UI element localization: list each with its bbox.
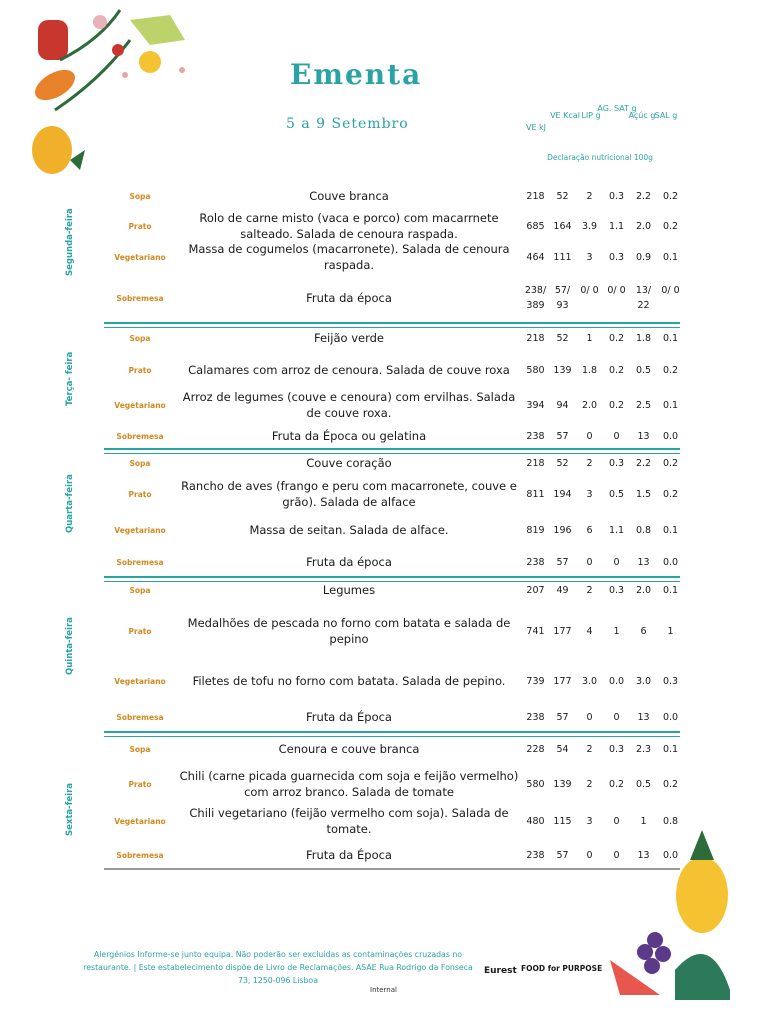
category-label: Sopa bbox=[129, 191, 151, 201]
dish-name: Legumes bbox=[322, 583, 376, 597]
nutrition-values bbox=[522, 487, 684, 502]
nutrition-value: 115 bbox=[553, 815, 572, 827]
nutrition-value: 0 bbox=[586, 556, 593, 568]
nutrition-value: 3 bbox=[586, 251, 593, 263]
nutrition-value: 0 bbox=[613, 849, 620, 861]
nutrition-value: 2.0 bbox=[635, 220, 652, 232]
nutrition-value: 0/ 0 bbox=[661, 285, 680, 296]
nutrition-value: 3 bbox=[586, 815, 593, 827]
nutrition-value: 0.9 bbox=[635, 251, 652, 263]
nutrition-value: 0.3 bbox=[608, 190, 625, 202]
nutrition-value: 0.1 bbox=[662, 251, 679, 263]
nutrition-value: 819 bbox=[526, 524, 545, 536]
nutrition-value: 3 bbox=[586, 488, 593, 500]
header-ag-sat: AG. SAT g bbox=[597, 104, 637, 113]
nutrition-value: 0.8 bbox=[635, 524, 652, 536]
nutrition-value: 0.2 bbox=[662, 364, 679, 376]
nutrition-value: 52 bbox=[556, 190, 569, 202]
nutrition-value: 0 bbox=[586, 849, 593, 861]
vegetables-illustration bbox=[0, 0, 200, 190]
page-title: Ementa bbox=[290, 58, 423, 91]
nutrition-value: 13 bbox=[637, 430, 650, 442]
nutrition-value: 0.3 bbox=[608, 457, 625, 469]
dish-name: Rolo de carne misto (vaca e porco) com macarrnete salteado. Salada de cenoura raspada. bbox=[199, 211, 499, 241]
menu-row bbox=[104, 806, 684, 836]
dish-name: Chili (carne picada guarnecida com soja e feijão vermelho) com arroz branco. Salada de tomate bbox=[179, 769, 519, 799]
nutrition-value: 0.3 bbox=[662, 675, 679, 687]
nutrition-value: 2 bbox=[586, 778, 593, 790]
nutrition-values bbox=[522, 624, 684, 639]
nutrition-value: 2.3 bbox=[635, 743, 652, 755]
nutrition-values bbox=[522, 219, 684, 234]
nutrition-value: 2.2 bbox=[635, 457, 652, 469]
day-separator bbox=[104, 731, 680, 737]
nutrition-value: 0.3 bbox=[608, 251, 625, 263]
nutrition-values bbox=[522, 429, 684, 444]
day-separator bbox=[104, 322, 680, 328]
dish-name: Feijão verde bbox=[314, 331, 384, 345]
menu-row bbox=[104, 184, 684, 208]
nutrition-value: 2 bbox=[586, 457, 593, 469]
category-label: Sopa bbox=[129, 333, 151, 343]
nutrition-value: 57 bbox=[556, 849, 569, 861]
menu-row bbox=[104, 211, 684, 241]
day-name: Terça- feira bbox=[65, 351, 75, 406]
nutrition-value: 57 bbox=[556, 711, 569, 723]
nutrition-value: 2 bbox=[586, 743, 593, 755]
nutrition-value: 0.1 bbox=[662, 332, 679, 344]
nutrition-value: 0.0 bbox=[662, 430, 679, 442]
nutrition-value: 1 bbox=[640, 815, 647, 827]
category-label: Sobremesa bbox=[116, 850, 164, 860]
nutrition-values bbox=[522, 189, 684, 204]
nutrition-value: 741 bbox=[526, 625, 545, 637]
nutrition-value: 238 bbox=[526, 556, 545, 568]
dish-name: Fruta da Época bbox=[306, 848, 392, 862]
nutrition-value: 739 bbox=[526, 675, 545, 687]
nutrition-value: 464 bbox=[526, 251, 545, 263]
header-lip: LIP g bbox=[581, 111, 601, 120]
nutrition-value: 0.3 bbox=[608, 584, 625, 596]
day-label bbox=[54, 782, 86, 836]
table-bottom-line bbox=[104, 868, 680, 870]
nutrition-value: 2.0 bbox=[581, 399, 598, 411]
dish-name: Cenoura e couve branca bbox=[278, 742, 420, 756]
nutrition-value: 0.8 bbox=[662, 815, 679, 827]
nutrition-value: 0.1 bbox=[662, 743, 679, 755]
nutrition-value: 1.5 bbox=[635, 488, 652, 500]
category-label: Vegetariano bbox=[114, 252, 166, 262]
menu-row bbox=[104, 390, 684, 420]
menu-row bbox=[104, 358, 684, 382]
nutrition-values bbox=[522, 283, 684, 313]
nutrition-value: 0.0 bbox=[662, 711, 679, 723]
dish-name: Couve coração bbox=[306, 456, 392, 470]
nutrition-value: 0 bbox=[613, 556, 620, 568]
nutrition-value: 1 bbox=[667, 625, 674, 637]
nutrition-value: 6 bbox=[640, 625, 647, 637]
menu-row bbox=[104, 326, 684, 350]
nutrition-value: 139 bbox=[553, 778, 572, 790]
nutrition-value: 0.0 bbox=[608, 675, 625, 687]
nutrition-value: 580 bbox=[526, 778, 545, 790]
header-acuc: Açúc g bbox=[628, 111, 656, 120]
nutrition-value: 0 bbox=[586, 430, 593, 442]
dish-name: Arroz de legumes (couve e cenoura) com ervilhas. Salada de couve roxa. bbox=[182, 390, 516, 420]
nutrition-value: 218 bbox=[526, 332, 545, 344]
nutrition-value: 0 bbox=[613, 815, 620, 827]
dish-name: Fruta da Época bbox=[306, 710, 392, 724]
nutrition-value: 0.2 bbox=[662, 457, 679, 469]
category-label: Prato bbox=[128, 626, 152, 636]
dish-name: Calamares com arroz de cenoura. Salada de couve roxa bbox=[188, 363, 510, 377]
nutrition-value: 0.0 bbox=[662, 556, 679, 568]
nutrition-value: 218 bbox=[526, 190, 545, 202]
nutrition-value: 0.2 bbox=[608, 399, 625, 411]
nutrition-value: 3.9 bbox=[581, 220, 598, 232]
nutrition-value: 164 bbox=[553, 220, 572, 232]
nutrition-value: 57 bbox=[556, 430, 569, 442]
day-name: Quinta-feira bbox=[65, 617, 75, 675]
nutrition-value: 2.5 bbox=[635, 399, 652, 411]
menu-row bbox=[104, 518, 684, 542]
nutrition-value: 177 bbox=[553, 675, 572, 687]
category-label: Vegetariano bbox=[114, 676, 166, 686]
eurest-logo: Eurest bbox=[484, 966, 517, 976]
nutrition-value: 177 bbox=[553, 625, 572, 637]
nutrition-value: 0.1 bbox=[662, 584, 679, 596]
menu-row bbox=[104, 479, 684, 509]
nutrition-value: 394 bbox=[526, 399, 545, 411]
nutrition-value: 238 bbox=[526, 849, 545, 861]
nutrition-value: 196 bbox=[553, 524, 572, 536]
nutrition-value: 0.2 bbox=[662, 488, 679, 500]
internal-label: Internal bbox=[370, 986, 397, 994]
dish-name: Massa de seitan. Salada de alface. bbox=[249, 523, 449, 537]
category-label: Vegetariano bbox=[114, 525, 166, 535]
nutrition-value: 13/ 22 bbox=[635, 285, 652, 311]
menu-row bbox=[104, 705, 684, 729]
day-name: Sexta-feira bbox=[65, 782, 75, 836]
dish-name: Fruta da época bbox=[306, 555, 392, 569]
header-ve-kj: VE kJ bbox=[525, 123, 547, 132]
nutrition-value: 2.2 bbox=[635, 190, 652, 202]
category-label: Sobremesa bbox=[116, 712, 164, 722]
nutrition-value: 1.1 bbox=[608, 524, 625, 536]
dish-name: Filetes de tofu no forno com batata. Salada de pepino. bbox=[192, 674, 506, 688]
day-label bbox=[54, 208, 86, 276]
nutrition-value: 480 bbox=[526, 815, 545, 827]
menu-row bbox=[104, 550, 684, 574]
allergen-notice: Alergénios Informe-se junto equipa. Não poderão ser excluídas as contaminações cruzadas no restaurante. | Este estabelecimento dispõe de Livro de Reclamações. ASAE Rua Rodrigo da Fonseca 73, 1250-096 Lisboa bbox=[83, 950, 473, 985]
dish-name: Fruta da Época ou gelatina bbox=[271, 429, 427, 443]
nutrition-value: 4 bbox=[586, 625, 593, 637]
nutrition-value: 0 bbox=[613, 711, 620, 723]
nutrition-values bbox=[522, 674, 684, 689]
food-for-purpose-logo: FOOD for PURPOSE bbox=[521, 964, 603, 973]
nutrition-value: 57/ 93 bbox=[554, 285, 571, 311]
menu-row bbox=[104, 242, 684, 272]
dish-name: Chili vegetariano (feijão vermelho com soja). Salada de tomate. bbox=[189, 806, 509, 836]
nutrition-value: 49 bbox=[556, 584, 569, 596]
dish-name: Medalhões de pescada no forno com batata e salada de pepino bbox=[187, 616, 511, 646]
nutrition-value: 580 bbox=[526, 364, 545, 376]
nutrition-value: 13 bbox=[637, 849, 650, 861]
dish-name: Couve branca bbox=[309, 189, 389, 203]
category-label: Prato bbox=[128, 365, 152, 375]
day-name: Segunda-feira bbox=[65, 208, 75, 276]
day-label bbox=[54, 474, 86, 533]
menu-row bbox=[104, 616, 684, 646]
category-label: Sobremesa bbox=[116, 293, 164, 303]
nutrition-value: 207 bbox=[526, 584, 545, 596]
nutrition-value: 2 bbox=[586, 584, 593, 596]
nutrition-value: 1 bbox=[613, 625, 620, 637]
nutrition-value: 811 bbox=[526, 488, 545, 500]
nutrition-value: 0 bbox=[613, 430, 620, 442]
category-label: Prato bbox=[128, 779, 152, 789]
nutrition-value: 3.0 bbox=[581, 675, 598, 687]
category-label: Vegetariano bbox=[114, 816, 166, 826]
nutrition-values bbox=[522, 814, 684, 829]
nutrition-value: 3.0 bbox=[635, 675, 652, 687]
day-name: Quarta-feira bbox=[65, 474, 75, 533]
nutrition-declaration: Declaração nutricional 100g bbox=[547, 153, 653, 162]
nutrition-value: 218 bbox=[526, 457, 545, 469]
nutrition-value: 0.2 bbox=[608, 332, 625, 344]
nutrition-values bbox=[522, 331, 684, 346]
nutrition-values bbox=[522, 742, 684, 757]
day-label bbox=[54, 617, 86, 675]
menu-row bbox=[104, 769, 684, 799]
nutrition-value: 6 bbox=[586, 524, 593, 536]
menu-row bbox=[104, 669, 684, 693]
nutrition-value: 0/ 0 bbox=[607, 285, 626, 296]
category-label: Sobremesa bbox=[116, 431, 164, 441]
menu-row bbox=[104, 286, 684, 310]
nutrition-values bbox=[522, 250, 684, 265]
header-ve-kcal: VE Kcal bbox=[550, 111, 580, 120]
nutrition-value: 52 bbox=[556, 457, 569, 469]
nutrition-values bbox=[522, 363, 684, 378]
nutrition-value: 238 bbox=[526, 430, 545, 442]
nutrition-values bbox=[522, 456, 684, 471]
menu-row bbox=[104, 424, 684, 448]
nutrition-value: 94 bbox=[556, 399, 569, 411]
nutrition-value: 0.0 bbox=[662, 849, 679, 861]
nutrition-value: 13 bbox=[637, 556, 650, 568]
category-label: Sobremesa bbox=[116, 557, 164, 567]
nutrition-value: 238 bbox=[526, 711, 545, 723]
nutrition-value: 0.5 bbox=[635, 778, 652, 790]
nutrition-values bbox=[522, 583, 684, 598]
category-label: Vegetariano bbox=[114, 400, 166, 410]
nutrition-values bbox=[522, 848, 684, 863]
header-sal: SAL g bbox=[654, 111, 678, 120]
nutrition-values bbox=[522, 523, 684, 538]
nutrition-value: 57 bbox=[556, 556, 569, 568]
nutrition-value: 0/ 0 bbox=[580, 285, 599, 296]
nutrition-value: 0.3 bbox=[608, 743, 625, 755]
nutrition-values bbox=[522, 710, 684, 725]
nutrition-value: 0.2 bbox=[608, 778, 625, 790]
nutrition-value: 0.2 bbox=[662, 778, 679, 790]
nutrition-value: 2.0 bbox=[635, 584, 652, 596]
nutrition-value: 1.1 bbox=[608, 220, 625, 232]
nutrition-value: 13 bbox=[637, 711, 650, 723]
nutrition-value: 139 bbox=[553, 364, 572, 376]
dish-name: Massa de cogumelos (macarronete). Salada de cenoura raspada. bbox=[188, 242, 510, 272]
nutrition-value: 0.2 bbox=[662, 220, 679, 232]
nutrition-value: 52 bbox=[556, 332, 569, 344]
nutrition-value: 194 bbox=[553, 488, 572, 500]
category-label: Prato bbox=[128, 489, 152, 499]
nutrition-value: 0.1 bbox=[662, 524, 679, 536]
nutrition-value: 685 bbox=[526, 220, 545, 232]
day-separator bbox=[104, 448, 680, 454]
nutrition-value: 0.5 bbox=[635, 364, 652, 376]
nutrition-value: 228 bbox=[526, 743, 545, 755]
nutrition-value: 0.5 bbox=[608, 488, 625, 500]
nutrition-value: 54 bbox=[556, 743, 569, 755]
dish-name: Rancho de aves (frango e peru com macarronete, couve e grão). Salada de alface bbox=[181, 479, 517, 509]
day-label bbox=[54, 351, 86, 406]
nutrition-value: 1.8 bbox=[635, 332, 652, 344]
nutrition-value: 0.2 bbox=[662, 190, 679, 202]
menu-row bbox=[104, 451, 684, 475]
category-label: Sopa bbox=[129, 585, 151, 595]
nutrition-values bbox=[522, 777, 684, 792]
nutrition-value: 1.8 bbox=[581, 364, 598, 376]
menu-row bbox=[104, 737, 684, 761]
category-label: Sopa bbox=[129, 458, 151, 468]
nutrition-values bbox=[522, 555, 684, 570]
day-separator bbox=[104, 576, 680, 582]
nutrition-value: 0 bbox=[586, 711, 593, 723]
nutrition-value: 0.1 bbox=[662, 399, 679, 411]
nutrition-value: 2 bbox=[586, 190, 593, 202]
nutrition-value: 238/ 389 bbox=[524, 285, 547, 311]
nutrition-value: 111 bbox=[553, 251, 572, 263]
nutrition-value: 0.2 bbox=[608, 364, 625, 376]
nutrition-value: 1 bbox=[586, 332, 593, 344]
week-range: 5 a 9 Setembro bbox=[286, 116, 409, 132]
dish-name: Fruta da época bbox=[306, 291, 392, 305]
menu-row bbox=[104, 843, 684, 867]
category-label: Prato bbox=[128, 221, 152, 231]
category-label: Sopa bbox=[129, 744, 151, 754]
nutrition-values bbox=[522, 398, 684, 413]
